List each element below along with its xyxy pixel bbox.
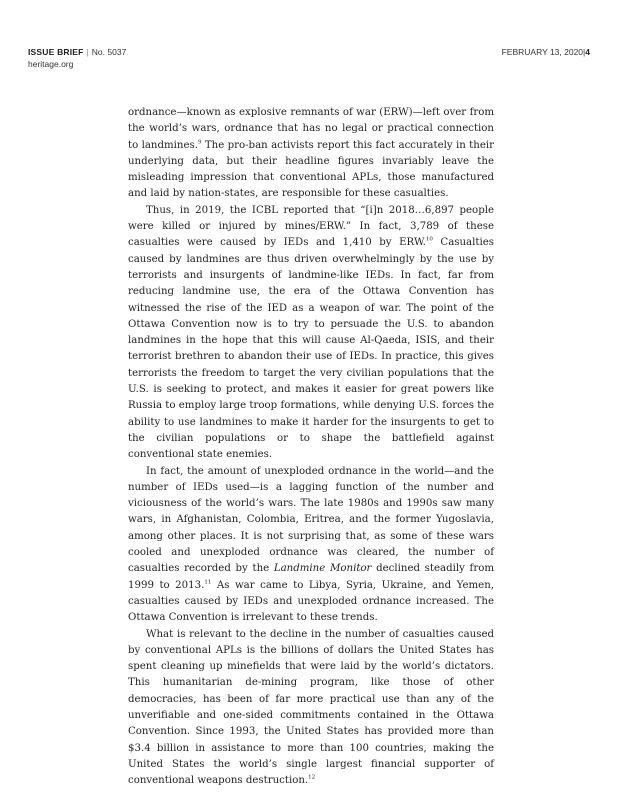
paragraph-text: ordnance—known as explosive remnants of war (ERW)—left over from the world’s wars, ordnance that has no legal or practical connection to landmines. (128, 107, 494, 151)
page-header (28, 46, 590, 76)
footnote-ref-11[interactable]: 11 (204, 579, 212, 586)
issue-date: FEBRUARY 13, 2020 (501, 47, 584, 57)
paragraph-text: Thus, in 2019, the ICBL reported that “[i]n 2018…6,897 people were killed or injured by mines/ERW.” In fact, 3,789 of these casualties were caused by IEDs and 1,410 by ERW. (128, 204, 494, 249)
footnote-ref-9[interactable]: 9 (197, 139, 202, 146)
footnote-ref-12[interactable]: 12 (308, 774, 316, 781)
publication-title: Landmine Monitor (273, 563, 372, 575)
paragraph-1 (128, 105, 494, 203)
header-left (28, 46, 126, 70)
paragraph-text: Casualties caused by landmines are thus driven overwhelmingly by the use by terrorists and insurgents of landmine-like IEDs. In fact, far from reducing landmine use, the era of the Ottawa Convention has witnessed the rise of the IED as a weapon of war. The point of the Ottawa Convention now is to try to persuade the U.S. to abandon landmines in the hope that this will cause Al-Qaeda, ISIS, and their terrorist brethren to abandon their use of IEDs. In practice, this gives terrorists the freedom to target the very civilian populations that the U.S. is seeking to protect, and makes it easier for great powers like Russia to employ large troop formations, while denying U.S. forces the ability to use landmines to make it harder for the insurgents to get to the civilian populations or to shape the battlefield against conventional state enemies. (128, 237, 494, 461)
paragraph-text: declined steadily from 1999 to 2013. (128, 563, 494, 591)
paragraph-2 (128, 203, 494, 464)
article-body (128, 105, 494, 789)
series-label: ISSUE BRIEF (28, 47, 84, 57)
header-right (502, 46, 590, 58)
paragraph-text: In fact, the amount of unexploded ordnance in the world—and the number of IEDs used—is a lagging function of the number and viciousness of the world’s wars. The late 1980s and 1990s saw many wars, in Afghanistan, Colombia, Eritrea, and the former Yugoslavia, among other places. It is not surprising that, as some of these wars cooled and unexploded ordnance was cleared, the number of casualties recorded by the (128, 465, 494, 575)
paragraph-text: As war came to Libya, Syria, Ukraine, and Yemen, casualties caused by IEDs and unexploded ordnance increased. The Ottawa Convention is irrelevant to these trends. (128, 579, 494, 624)
header-separator-right: | (583, 47, 586, 57)
paragraph-4 (128, 627, 494, 790)
paragraph-text: The pro-ban activists report this fact accurately in their underlying data, but their headline figures invariably leave the misleading impression that conventional APLs, those manufactured and laid by nation-states, are responsible for these casualties. (128, 139, 494, 200)
footnote-ref-10[interactable]: 10 (425, 236, 433, 243)
header-separator: | (86, 47, 89, 57)
paragraph-text: What is relevant to the decline in the number of casualties caused by conventional APLs is the billions of dollars the United States has spent cleaning up minefields that were laid by the world’s dictators. This humanitarian de-mining program, like those of other democracies, has been of far more practical use than any of the unverifiable and one-sided commitments contained in the Ottawa Convention. Since 1993, the United States has provided more than $3.4 billion in assistance to more than 100 countries, making the United States the world’s single largest financial supporter of conventional weapons destruction. (128, 628, 494, 787)
issue-number: No. 5037 (91, 47, 127, 57)
page-number: 4 (585, 47, 590, 57)
paragraph-3 (128, 464, 494, 627)
site-link[interactable]: heritage.org (28, 59, 74, 69)
